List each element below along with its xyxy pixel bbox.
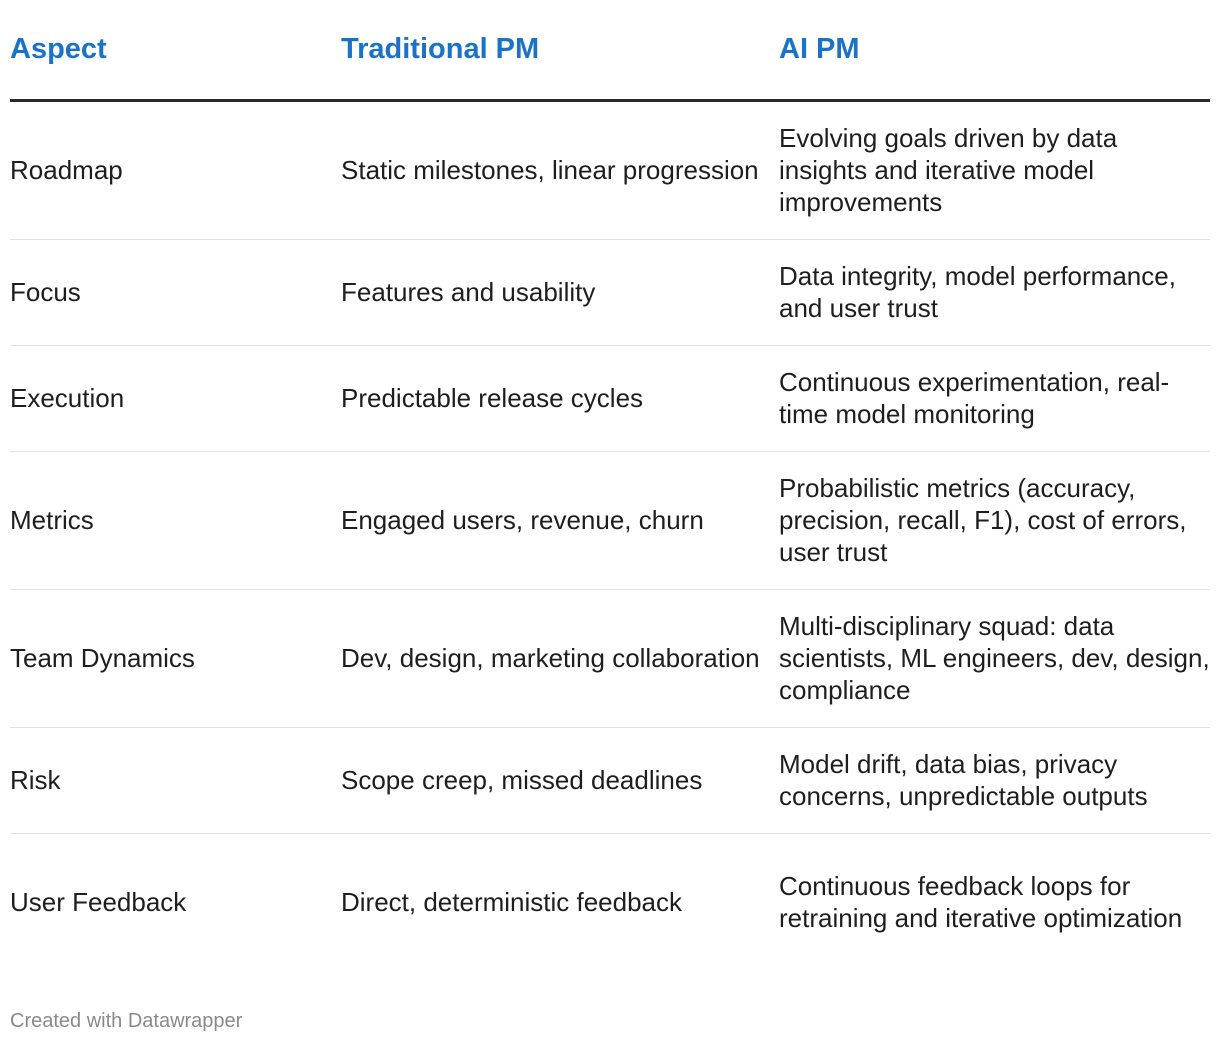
cell-ai: Multi-disciplinary squad: data scientists, ML engineers, dev, design, compliance bbox=[779, 589, 1210, 727]
cell-aspect: User Feedback bbox=[10, 887, 187, 918]
cell-traditional: Static milestones, linear progression bbox=[341, 100, 779, 239]
cell-ai: Continuous experimentation, real-time model monitoring bbox=[779, 345, 1210, 451]
cell-aspect: Focus bbox=[10, 239, 341, 345]
cell-ai: Evolving goals driven by data insights and iterative model improvements bbox=[779, 100, 1210, 239]
table-row bbox=[10, 345, 1210, 451]
table-body bbox=[10, 100, 1210, 971]
cell-traditional: Direct, deterministic feedback bbox=[341, 887, 683, 918]
header-traditional-pm: Traditional PM bbox=[341, 0, 779, 100]
cell-aspect: Metrics bbox=[10, 451, 341, 589]
header-ai-pm: AI PM bbox=[779, 0, 1210, 100]
table-row bbox=[10, 451, 1210, 589]
table-header bbox=[10, 0, 1210, 100]
cell-ai: Probabilistic metrics (accuracy, precision, recall, F1), cost of errors, user trust bbox=[779, 451, 1210, 589]
header-row bbox=[10, 0, 1210, 100]
table-row bbox=[10, 727, 1210, 833]
cell-aspect: Roadmap bbox=[10, 100, 341, 239]
cell-ai: Model drift, data bias, privacy concerns, unpredictable outputs bbox=[779, 727, 1210, 833]
header-aspect: Aspect bbox=[10, 0, 341, 100]
comparison-table-container bbox=[10, 0, 1210, 971]
cell-aspect: Execution bbox=[10, 345, 341, 451]
cell-traditional: Dev, design, marketing collaboration bbox=[341, 589, 779, 727]
comparison-table bbox=[10, 0, 1210, 971]
cell-ai: Data integrity, model performance, and user trust bbox=[779, 239, 1210, 345]
datawrapper-credit: Created with Datawrapper bbox=[10, 1010, 243, 1032]
table-row bbox=[10, 239, 1210, 345]
table-row bbox=[10, 100, 1210, 239]
cell-aspect: Risk bbox=[10, 727, 341, 833]
cell-aspect: Team Dynamics bbox=[10, 589, 341, 727]
table-row bbox=[10, 833, 1210, 971]
cell-ai: Continuous feedback loops for retraining and iterative optimization bbox=[779, 871, 1183, 934]
cell-traditional: Scope creep, missed deadlines bbox=[341, 727, 779, 833]
cell-traditional: Predictable release cycles bbox=[341, 345, 779, 451]
cell-traditional: Features and usability bbox=[341, 239, 779, 345]
cell-traditional: Engaged users, revenue, churn bbox=[341, 451, 779, 589]
table-row bbox=[10, 589, 1210, 727]
